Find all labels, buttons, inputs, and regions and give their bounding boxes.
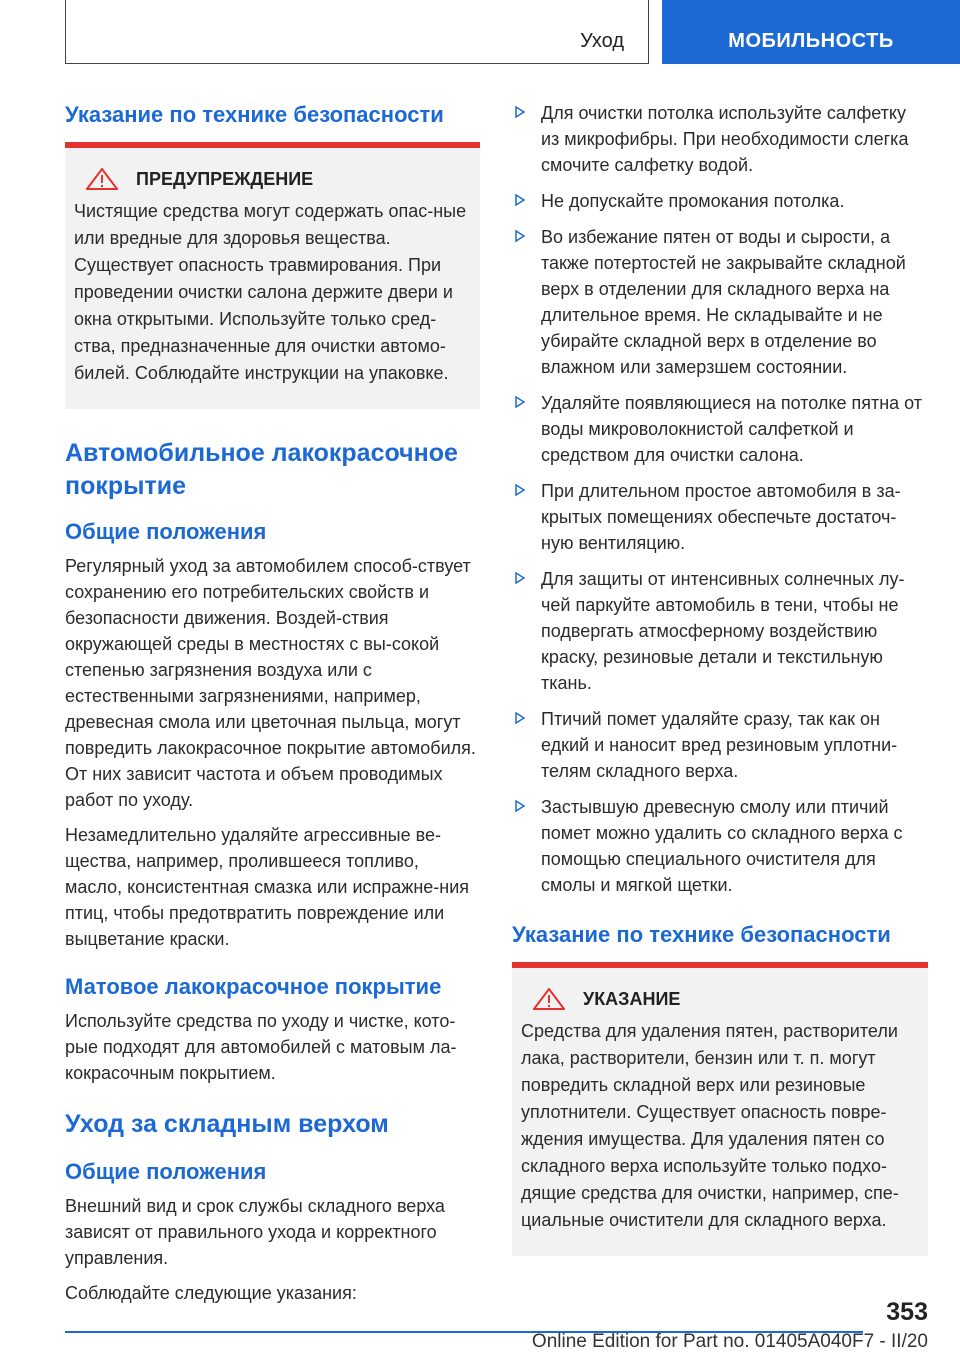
warning-title: ПРЕДУПРЕЖДЕНИЕ [136,168,314,189]
notice-box [512,968,928,1256]
paint-paragraph-2: Незамедлительно удаляйте агрессивные ве-щества, например, пролившееся топливо, масло, консистентная смазка или испражне-ния птиц, чтобы предотвратить повреждение или выцветание краски. [65,825,470,949]
soft-top-paragraph-2: Соблюдайте следующие указания: [65,1283,357,1303]
bullet-triangle-icon [515,800,525,812]
matte-paragraph: Используйте средства по уходу и чистке, кото-рые подходят для автомобилей с матовым ла-кокрасочным покрытием. [65,1011,457,1083]
bullet-triangle-icon [515,106,525,118]
soft-top-heading: Уход за складным верхом [65,1110,389,1138]
list-item [512,224,928,380]
bullet-triangle-icon [515,194,525,206]
warning-title-row [74,168,471,190]
warning-triangle-icon [86,168,118,190]
bullet-triangle-icon [515,484,525,496]
list-item-text: Застывшую древесную смолу или птичий помет можно удалить со складного верха с помощью специального очистителя для смолы и мягкой щетки. [541,797,903,895]
list-item-text: Удаляйте появляющиеся на потолке пятна от воды микроволокнистой салфеткой и средством для очистки салона. [541,393,923,465]
matte-heading: Матовое лакокрасочное покрытие [65,974,442,999]
care-instructions-list [512,100,928,898]
list-item-text: Не допускайте промокания потолка. [541,191,845,211]
list-item-text: При длительном простое автомобиля в за-крытых помещениях обеспечьте достаточ-ную вентиляцию. [541,481,901,553]
general-heading-soft-top: Общие положения [65,1159,267,1184]
list-item [512,390,928,468]
list-item-text: Птичий помет удаляйте сразу, так как он едкий и наносит вред резиновым уплотни-телям складного верха. [541,709,898,781]
paint-paragraph-1: Регулярный уход за автомобилем способ-ствует сохранению его потребительских свойств и безопасности движения. Воздей-ствия окружающей среды в местностях с вы-сокой степенью загрязнения воздуха или с естественными загрязнениями, например, древесная смола или цветочная пыльца, могут повредить лакокрасочное покрытие автомобиля. От них зависит частота и объем проводимых работ по уходу. [65,556,476,810]
notice-title: УКАЗАНИЕ [583,988,681,1009]
page-number: 353 [886,1298,928,1326]
notice-title-row [521,988,919,1010]
bullet-triangle-icon [515,230,525,242]
list-item [512,794,928,898]
warning-text: Чистящие средства могут содержать опас-ные или вредные для здоровья вещества. Существует опасность травмирования. При проведении очистки салона держите двери и окна открытыми. Используйте только сред-ства, предназначенные для очистки автомо-билей. Соблюдайте инструкции на упаковке. [74,201,467,383]
bullet-triangle-icon [515,572,525,584]
paint-heading: Автомобильное лакокрасочное покрытие [65,439,458,500]
left-column [65,100,480,1315]
list-item [512,100,928,178]
list-item-text: Для очистки потолка используйте салфетку из микрофибры. При необходимости слегка смочите салфетку водой. [541,103,909,175]
list-item [512,706,928,784]
header-section-box [65,0,649,64]
list-item [512,478,928,556]
list-item-text: Во избежание пятен от воды и сырости, а также потертостей не закрывайте складной верх в отделении для складного верха на длительное время. Не складывайте и не убирайте складной верх в отделение во влажном или замерзшем состоянии. [541,227,906,377]
general-heading-paint: Общие положения [65,519,267,544]
footer-edition: Online Edition for Part no. 01405A040F7 - II/20 [531,1331,928,1352]
header-section-title: Уход [580,30,624,52]
safety-heading-left: Указание по технике безопасности [65,100,480,148]
safety-heading-right: Указание по технике безопасности [512,920,928,968]
right-column [512,100,928,1256]
notice-text: Средства для удаления пятен, растворители лака, растворители, бензин или т. п. могут повредить складной верх или резиновые уплотнители. Существует опасность повре-ждения имущества. Для удаления пятен со складного верха используйте только подхо-дящие средства для очистки, например, спе-циальные очистители для складного верха. [521,1021,899,1230]
header-chapter-tab[interactable]: МОБИЛЬНОСТЬ [662,0,960,64]
warning-triangle-icon [533,988,565,1010]
list-item-text: Для защиты от интенсивных солнечных лу-чей паркуйте автомобиль в тени, чтобы не подвергать атмосферному воздействию краску, резиновые детали и текстильную ткань. [541,569,905,693]
list-item [512,188,928,214]
bullet-triangle-icon [515,396,525,408]
bullet-triangle-icon [515,712,525,724]
soft-top-paragraph-1: Внешний вид и срок службы складного верха зависят от правильного ухода и корректного управления. [65,1196,445,1268]
warning-box [65,148,480,409]
list-item [512,566,928,696]
